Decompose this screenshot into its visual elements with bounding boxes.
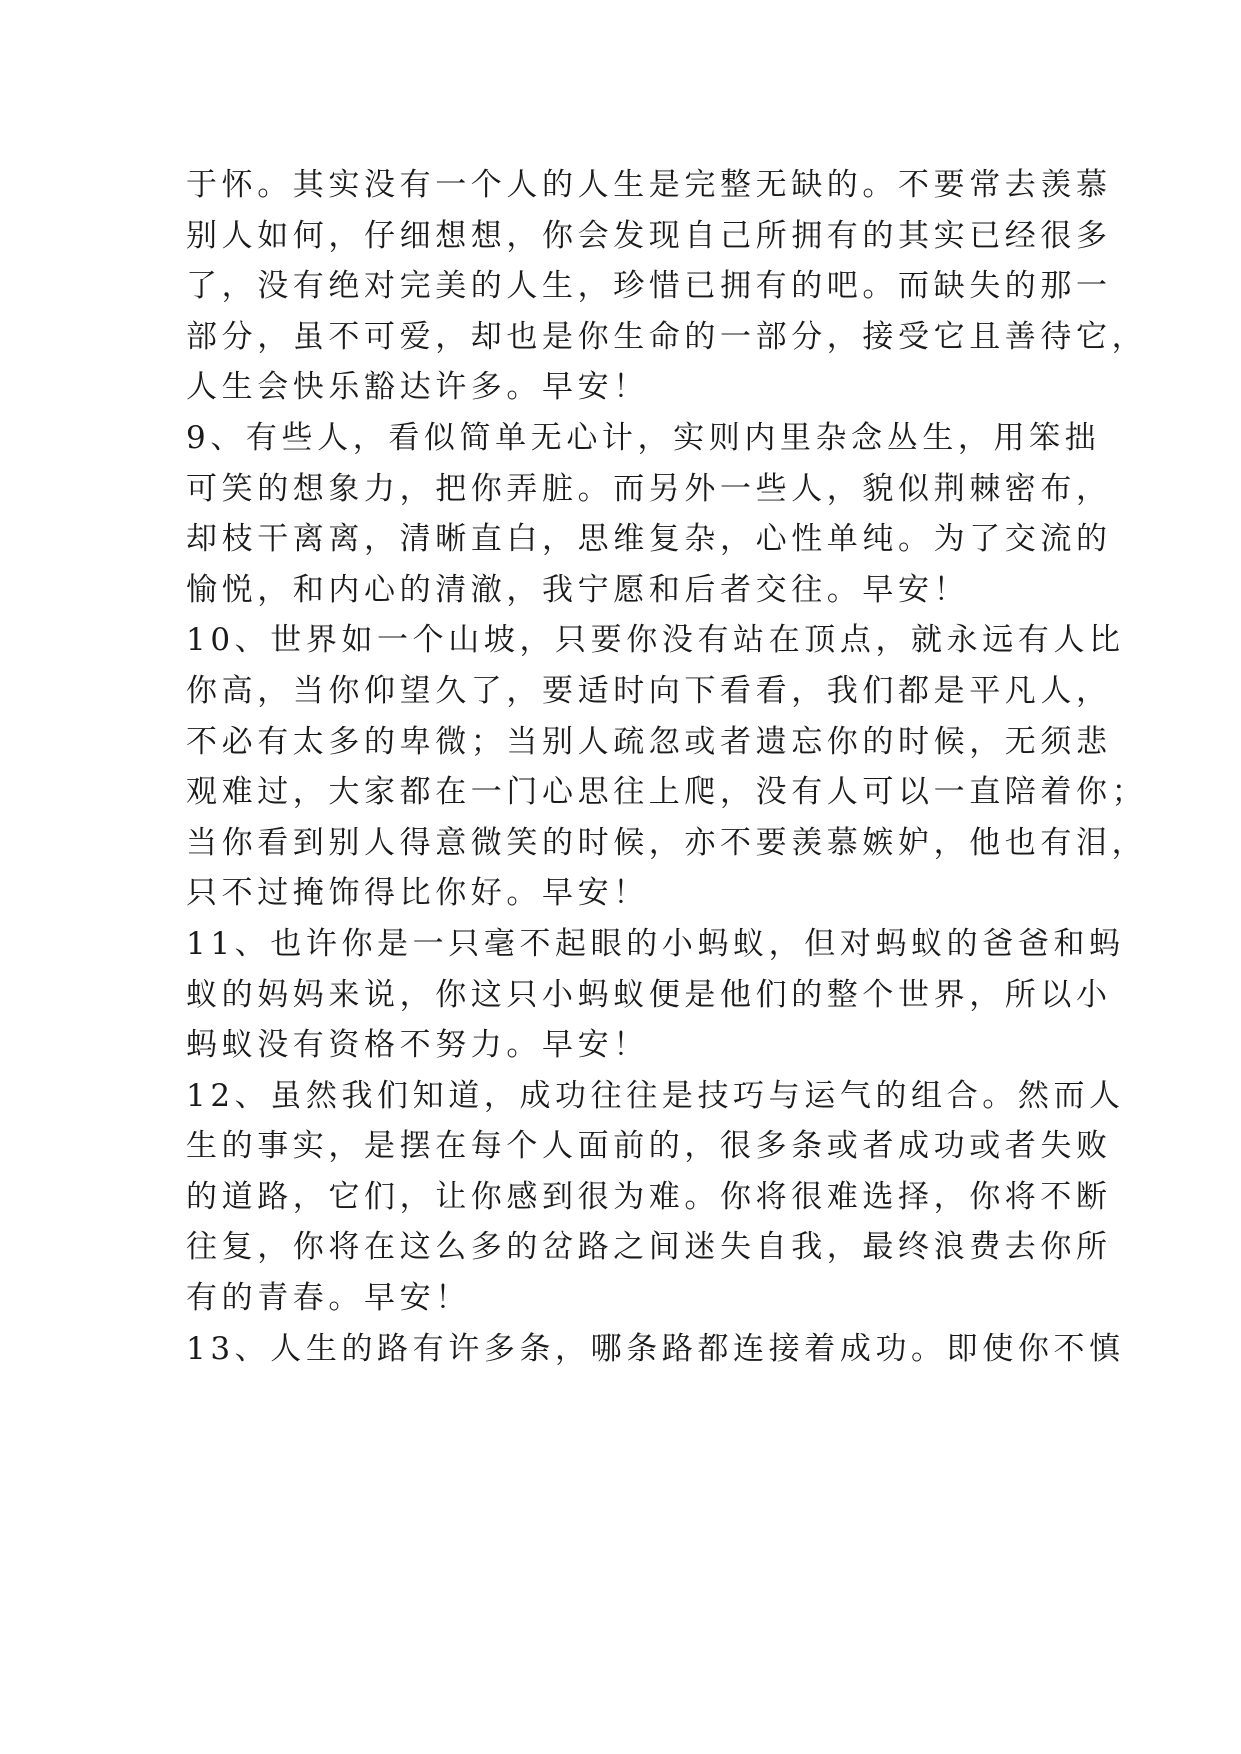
body-text — [186, 160, 1148, 1374]
text-line: 有的青春。早安！ — [186, 1280, 471, 1317]
text-line: 不必有太多的卑微；当别人疏忽或者遗忘你的时候，无须悲 — [186, 723, 1112, 760]
text-line: 人生会快乐豁达许多。早安！ — [186, 369, 649, 406]
text-line: 部分，虽不可爱，却也是你生命的一部分，接受它且善待它， — [186, 318, 1148, 355]
text-line: 蚁的妈妈来说，你这只小蚂蚁便是他们的整个世界，所以小 — [186, 976, 1112, 1013]
text-line: 只不过掩饰得比你好。早安！ — [186, 875, 649, 912]
text-line: 你高，当你仰望久了，要适时向下看看，我们都是平凡人， — [186, 672, 1112, 709]
text-line: 生的事实，是摆在每个人面前的，很多条或者成功或者失败 — [186, 1128, 1112, 1165]
text-line: 别人如何，仔细想想，你会发现自己所拥有的其实已经很多 — [186, 217, 1112, 254]
text-line: 9、有些人，看似简单无心计，实则内里杂念丛生，用笨拙 — [186, 419, 1101, 456]
text-line: 观难过，大家都在一门心思往上爬，没有人可以一直陪着你； — [186, 774, 1148, 811]
text-line: 了，没有绝对完美的人生，珍惜已拥有的吧。而缺失的那一 — [186, 268, 1112, 305]
text-line: 11、也许你是一只毫不起眼的小蚂蚁，但对蚂蚁的爸爸和蚂 — [186, 925, 1125, 962]
text-line: 却枝干离离，清晰直白，思维复杂，心性单纯。为了交流的 — [186, 521, 1112, 558]
text-line: 愉悦，和内心的清澈，我宁愿和后者交往。早安！ — [186, 571, 970, 608]
text-line: 13、人生的路有许多条，哪条路都连接着成功。即使你不慎 — [186, 1330, 1125, 1367]
text-line: 蚂蚁没有资格不努力。早安！ — [186, 1027, 649, 1064]
text-line: 10、世界如一个山坡，只要你没有站在顶点，就永远有人比 — [186, 622, 1125, 659]
text-line: 12、虽然我们知道，成功往往是技巧与运气的组合。然而人 — [186, 1077, 1125, 1114]
text-line: 的道路，它们，让你感到很为难。你将很难选择，你将不断 — [186, 1178, 1112, 1215]
text-line: 往复，你将在这么多的岔路之间迷失自我，最终浪费去你所 — [186, 1229, 1112, 1266]
text-line: 当你看到别人得意微笑的时候，亦不要羡慕嫉妒，他也有泪， — [186, 824, 1148, 861]
text-line: 可笑的想象力，把你弄脏。而另外一些人，貌似荆棘密布， — [186, 470, 1112, 507]
text-line: 于怀。其实没有一个人的人生是完整无缺的。不要常去羡慕 — [186, 167, 1112, 203]
